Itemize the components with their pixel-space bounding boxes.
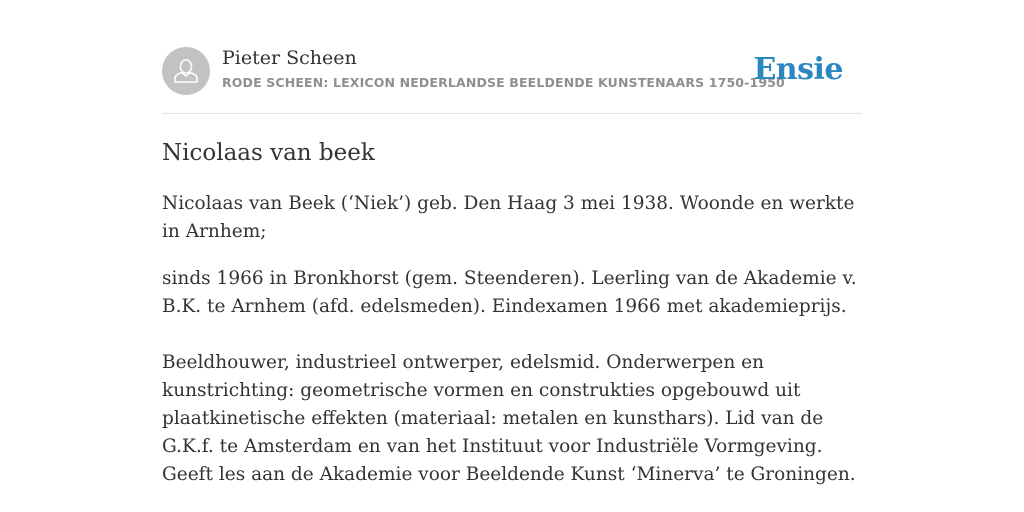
paragraph-1: Nicolaas van Beek (‘Niek’) geb. Den Haag 3 mei 1938. Woonde en werkte in Arnhem; [162,193,855,242]
page-title: Nicolaas van beek [162,140,375,166]
author-name[interactable]: Pieter Scheen [222,47,357,69]
user-silhouette-icon [162,47,210,95]
avatar[interactable] [162,47,210,95]
paragraph-3: Beeldhouwer, industrieel ontwerper, edelsmid. Onderwerpen en kunstrichting: geometrische vormen en construkties opgebouwd uit plaatkinetische effekten (materiaal: metalen en kunsthars). Lid van de G.K.f. te Amsterdam en van het Instituut voor Industriële Vormgeving. Geeft les aan de Akademie voor Beeldende Kunst ‘Minerva’ te Groningen. [162,352,856,485]
paragraph-2: sinds 1966 in Bronkhorst (gem. Steenderen). Leerling van de Akademie v. B.K. te Arnhem (afd. edelsmeden). Eindexamen 1966 met akademieprijs. [162,268,857,317]
source-title[interactable]: RODE SCHEEN: LEXICON NEDERLANDSE BEELDENDE KUNSTENAARS 1750-1950 [222,75,785,90]
article-body [162,190,862,489]
article-header [162,46,862,96]
brand-logo[interactable]: Ensie [753,52,843,87]
header-divider [162,113,862,114]
